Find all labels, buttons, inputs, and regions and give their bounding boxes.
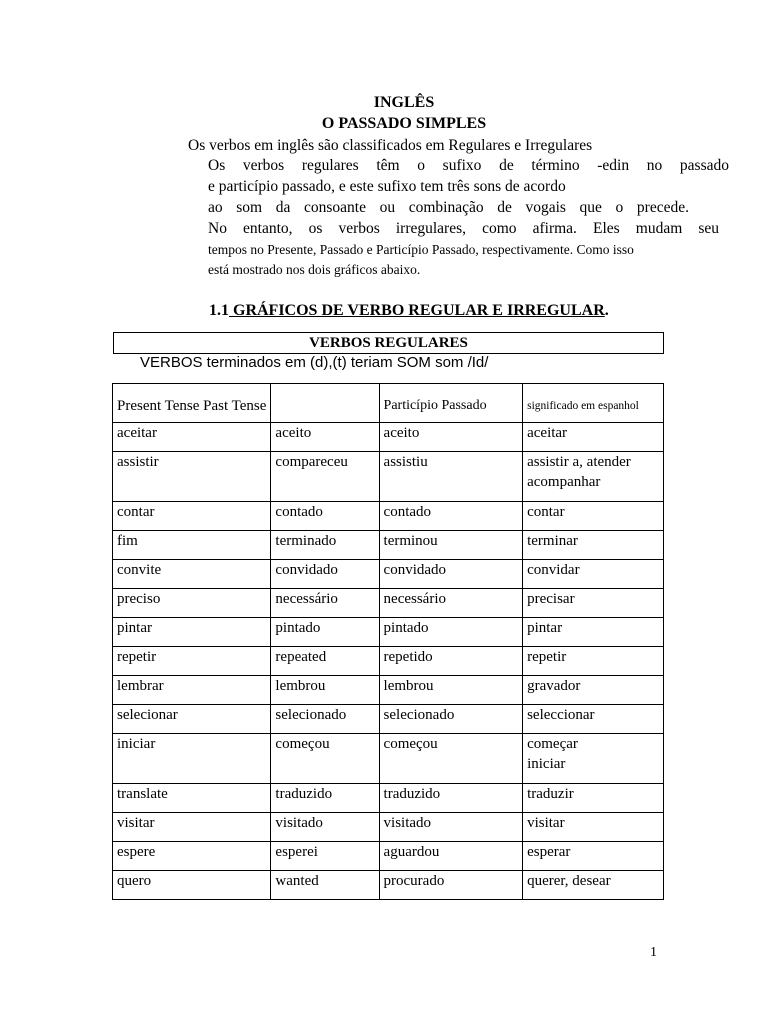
cell-text: translate <box>117 786 168 802</box>
cell-text: wanted <box>275 873 319 889</box>
past-tense-cell <box>271 734 379 784</box>
table-row <box>113 871 664 900</box>
participle-cell <box>379 502 523 531</box>
cell-text: procurado <box>383 873 445 889</box>
cell-text: assistiu <box>383 454 428 470</box>
cell-text: visitado <box>383 815 432 831</box>
table-row <box>113 784 664 813</box>
cell-text: visitar <box>117 815 155 831</box>
spanish-meaning-cell <box>523 676 664 705</box>
past-tense-cell <box>271 618 379 647</box>
cell-text: aceitar <box>117 425 157 441</box>
spanish-meaning-cell <box>523 871 664 900</box>
past-tense-cell <box>271 676 379 705</box>
table-row <box>113 813 664 842</box>
table-row <box>113 705 664 734</box>
table-row <box>113 423 664 452</box>
cell-text: convidado <box>275 562 338 578</box>
present-tense-cell <box>113 502 271 531</box>
cell-text: repetir <box>117 649 157 665</box>
cell-text: esperei <box>275 844 318 860</box>
table-row <box>113 560 664 589</box>
past-tense-cell <box>271 784 379 813</box>
past-tense-cell <box>271 502 379 531</box>
section-heading <box>209 302 609 320</box>
spanish-meaning-cell <box>523 560 664 589</box>
cell-text: gravador <box>527 678 581 694</box>
participle-cell <box>379 813 523 842</box>
participle-cell <box>379 560 523 589</box>
present-tense-cell <box>113 423 271 452</box>
cell-text: contar <box>527 504 565 520</box>
intro-line: Os verbos regulares têm o sufixo de término -edin no passado <box>208 157 729 174</box>
spanish-meaning-cell <box>523 618 664 647</box>
cell-text: traduzido <box>275 786 333 802</box>
document-subtitle: O PASSADO SIMPLES <box>321 115 487 132</box>
present-tense-cell <box>113 705 271 734</box>
present-tense-cell <box>113 618 271 647</box>
participle-cell <box>379 784 523 813</box>
cell-text: contado <box>275 504 323 520</box>
present-tense-cell <box>113 871 271 900</box>
spanish-meaning-cell <box>523 531 664 560</box>
participle-cell <box>379 531 523 560</box>
table-row <box>113 647 664 676</box>
cell-text: compareceu <box>275 454 348 470</box>
cell-text: repetido <box>383 649 433 665</box>
regular-verbs-table <box>112 383 664 900</box>
table-row <box>113 531 664 560</box>
cell-text: visitado <box>275 815 323 831</box>
spanish-meaning-cell <box>523 813 664 842</box>
cell-text: precisar <box>527 591 575 607</box>
cell-text-second-line: iniciar <box>527 756 566 772</box>
cell-text: iniciar <box>117 736 156 752</box>
cell-text: necessário <box>383 591 446 607</box>
cell-text: traduzido <box>383 786 441 802</box>
spanish-meaning-cell <box>523 647 664 676</box>
cell-text: terminou <box>383 533 438 549</box>
cell-text: assistir <box>117 454 159 470</box>
cell-text: começou <box>383 736 438 752</box>
cell-text: visitar <box>527 815 565 831</box>
cell-text: repeated <box>275 649 327 665</box>
cell-text: lembrar <box>117 678 164 694</box>
cell-text: contar <box>117 504 155 520</box>
spanish-meaning-cell <box>523 784 664 813</box>
past-tense-cell <box>271 871 379 900</box>
cell-text: convidado <box>383 562 447 578</box>
cell-text: terminar <box>527 533 578 549</box>
cell-text: aguardou <box>383 844 440 860</box>
cell-text: começou <box>275 736 330 752</box>
past-tense-cell <box>271 842 379 871</box>
present-tense-cell <box>113 676 271 705</box>
spanish-meaning-cell <box>523 589 664 618</box>
cell-text: espere <box>117 844 156 860</box>
section-heading-text: GRÁFICOS DE VERBO REGULAR E IRREGULAR <box>229 302 605 319</box>
section-heading-end: . <box>604 302 609 319</box>
cell-text: assistir a, atender <box>527 454 631 470</box>
table-row <box>113 589 664 618</box>
cell-text: pintado <box>383 620 429 636</box>
cell-text: pintar <box>117 620 152 636</box>
cell-text: contado <box>383 504 432 520</box>
cell-text: pintado <box>275 620 321 636</box>
intro-line: tempos no Presente, Passado e Particípio Passado, respectivamente. Como isso <box>208 242 634 257</box>
cell-text: terminado <box>275 533 337 549</box>
table-row <box>113 618 664 647</box>
table-row <box>113 734 664 784</box>
cell-text: traduzir <box>527 786 574 802</box>
cell-text: começar <box>527 736 578 752</box>
cell-text: aceitar <box>527 425 568 441</box>
cell-text: selecionar <box>117 707 178 723</box>
cell-text: convidar <box>527 562 580 578</box>
participle-cell <box>379 676 523 705</box>
spanish-meaning-cell <box>523 842 664 871</box>
regular-verbs-subheading: VERBOS terminados em (d),(t) teriam SOM som /Id/ <box>140 354 489 371</box>
spanish-meaning-cell <box>523 705 664 734</box>
cell-text-second-line: acompanhar <box>527 474 601 490</box>
page-number: 1 <box>650 945 657 960</box>
cell-text: selecionado <box>383 707 455 723</box>
table-header-present-past: Present Tense Past Tense <box>113 384 271 423</box>
present-tense-cell <box>113 560 271 589</box>
past-tense-cell <box>271 423 379 452</box>
table-row <box>113 452 664 502</box>
participle-cell <box>379 452 523 502</box>
intro-bullet-line: Os verbos em inglês são classificados em Regulares e Irregulares <box>188 137 593 154</box>
past-tense-cell <box>271 531 379 560</box>
present-tense-cell <box>113 531 271 560</box>
participle-cell <box>379 734 523 784</box>
table-row <box>113 842 664 871</box>
spanish-meaning-cell <box>523 452 664 502</box>
cell-text: lembrou <box>275 678 326 694</box>
present-tense-cell <box>113 452 271 502</box>
spanish-meaning-cell <box>523 734 664 784</box>
past-tense-cell <box>271 560 379 589</box>
table-row <box>113 502 664 531</box>
participle-cell <box>379 871 523 900</box>
past-tense-cell <box>271 647 379 676</box>
regular-verbs-heading: VERBOS REGULARES <box>113 332 664 354</box>
spanish-meaning-cell <box>523 423 664 452</box>
present-tense-cell <box>113 589 271 618</box>
cell-text: preciso <box>117 591 161 607</box>
past-tense-cell <box>271 813 379 842</box>
cell-text: convite <box>117 562 162 578</box>
section-number: 1.1 <box>209 302 229 319</box>
intro-line: ao som da consoante ou combinação de vogais que o precede. <box>208 199 689 216</box>
document-title: INGLÊS <box>373 94 435 111</box>
present-tense-cell <box>113 784 271 813</box>
cell-text: repetir <box>527 649 567 665</box>
present-tense-cell <box>113 813 271 842</box>
cell-text: fim <box>117 533 138 549</box>
participle-cell <box>379 647 523 676</box>
participle-cell <box>379 589 523 618</box>
table-header-participle: Particípio Passado <box>379 384 523 423</box>
participle-cell <box>379 705 523 734</box>
participle-cell <box>379 842 523 871</box>
cell-text: pintar <box>527 620 563 636</box>
participle-cell <box>379 618 523 647</box>
spanish-meaning-cell <box>523 502 664 531</box>
intro-line: e particípio passado, e este sufixo tem três sons de acordo <box>208 178 566 195</box>
past-tense-cell <box>271 452 379 502</box>
present-tense-cell <box>113 734 271 784</box>
table-header-row <box>113 384 664 423</box>
cell-text: lembrou <box>383 678 434 694</box>
cell-text: necessário <box>275 591 338 607</box>
table-header-empty <box>271 384 379 423</box>
table-header-spanish: significado em espanhol <box>523 384 664 423</box>
intro-line: No entanto, os verbos irregulares, como afirma. Eles mudam seu <box>208 220 719 237</box>
cell-text: seleccionar <box>527 707 595 723</box>
participle-cell <box>379 423 523 452</box>
cell-text: selecionado <box>275 707 347 723</box>
intro-line: está mostrado nos dois gráficos abaixo. <box>208 262 421 277</box>
cell-text: quero <box>117 873 152 889</box>
table-row <box>113 676 664 705</box>
cell-text: aceito <box>383 425 420 441</box>
present-tense-cell <box>113 647 271 676</box>
present-tense-cell <box>113 842 271 871</box>
past-tense-cell <box>271 589 379 618</box>
cell-text: querer, desear <box>527 873 611 889</box>
cell-text: aceito <box>275 425 312 441</box>
past-tense-cell <box>271 705 379 734</box>
cell-text: esperar <box>527 844 571 860</box>
